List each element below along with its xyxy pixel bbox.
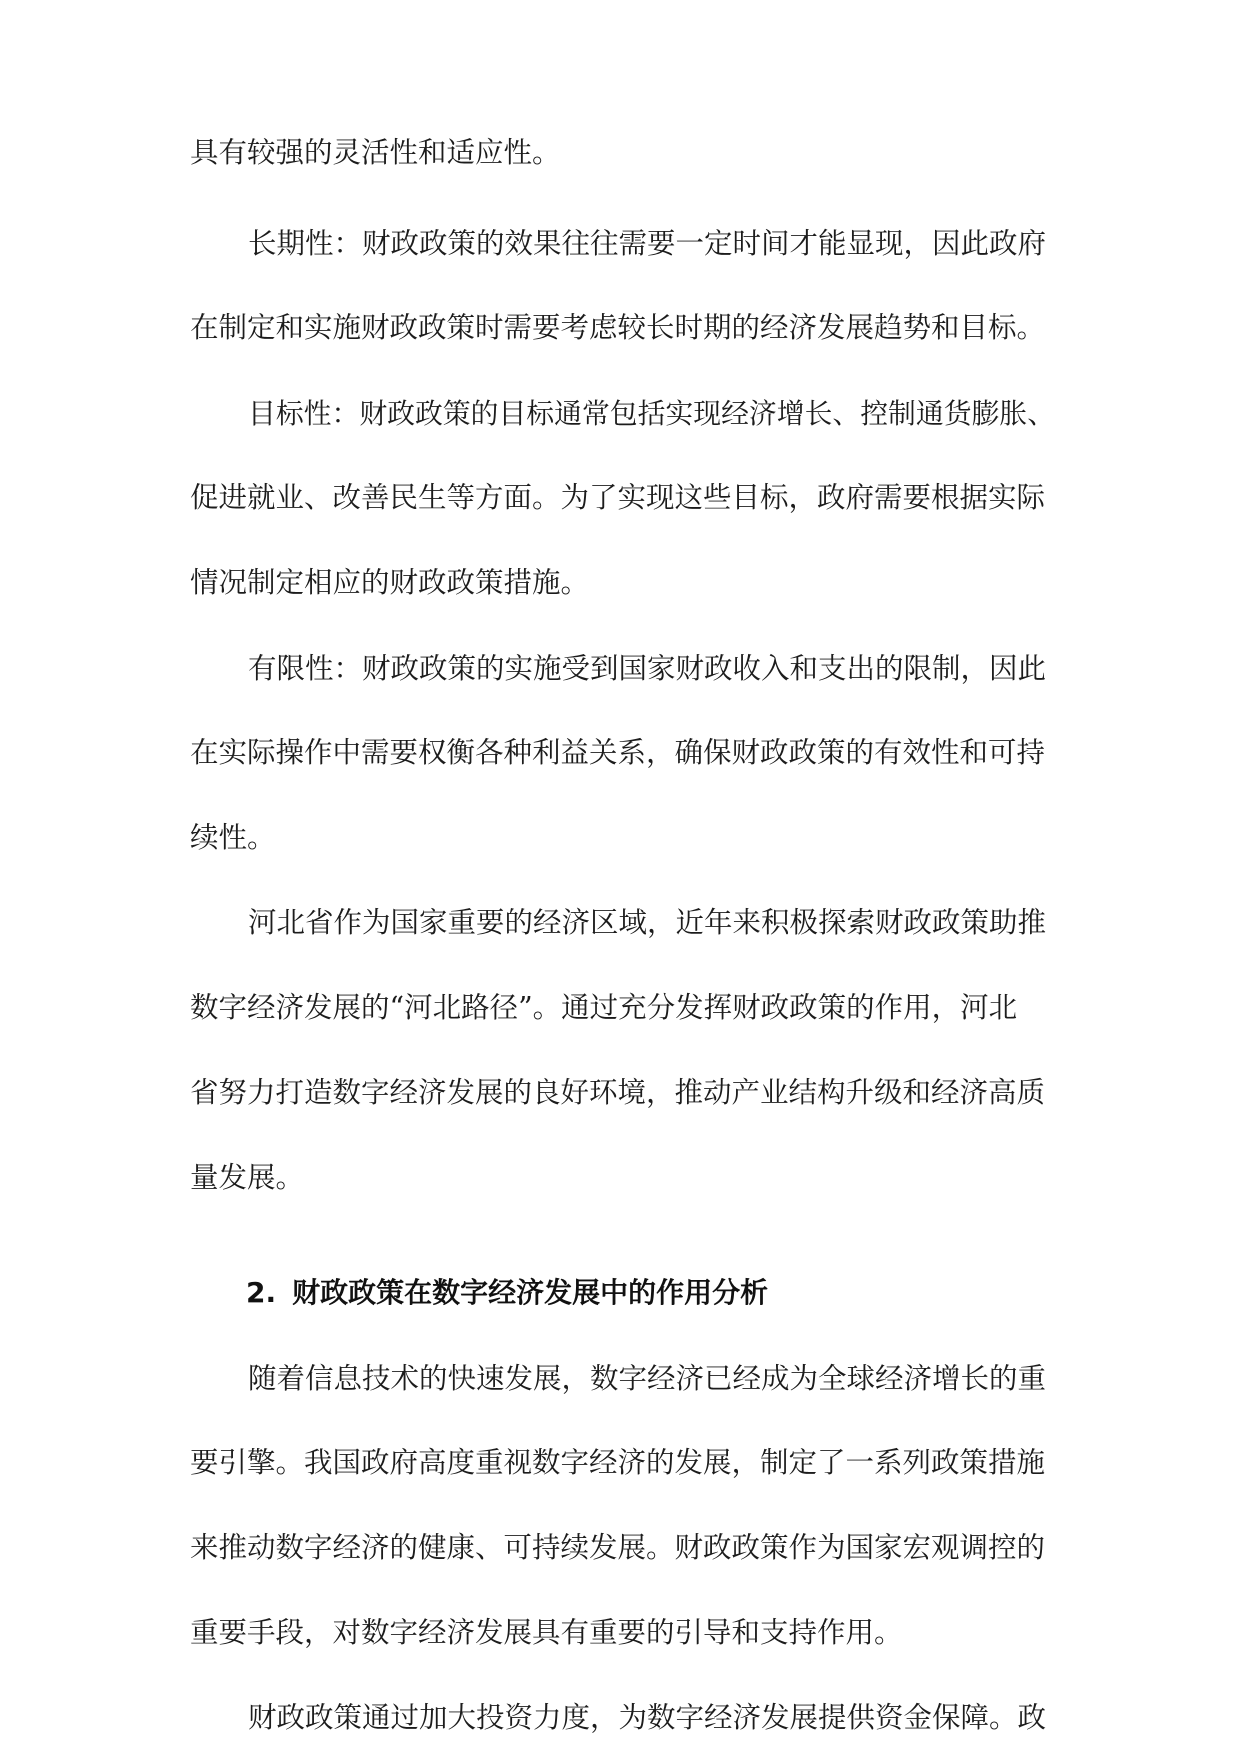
paragraph-line: 要引擎。我国政府高度重视数字经济的发展，制定了一系列政策措施 bbox=[190, 1446, 1046, 1479]
paragraph-line: 促进就业、改善民生等方面。为了实现这些目标，政府需要根据实际 bbox=[190, 481, 1046, 514]
paragraph-line: 有限性：财政政策的实施受到国家财政收入和支出的限制，因此 bbox=[248, 652, 1047, 685]
paragraph-line: 量发展。 bbox=[190, 1161, 305, 1194]
paragraph-line: 目标性：财政政策的目标通常包括实现经济增长、控制通货膨胀、 bbox=[248, 397, 1056, 430]
paragraph-line: 省努力打造数字经济发展的良好环境，推动产业结构升级和经济高质 bbox=[190, 1076, 1046, 1109]
paragraph-line: 河北省作为国家重要的经济区域，近年来积极探索财政政策助推 bbox=[248, 906, 1047, 939]
paragraph-line: 在实际操作中需要权衡各种利益关系，确保财政政策的有效性和可持 bbox=[190, 736, 1046, 769]
paragraph-line: 在制定和实施财政政策时需要考虑较长时期的经济发展趋势和目标。 bbox=[190, 311, 1046, 344]
paragraph-line: 财政政策通过加大投资力度，为数字经济发展提供资金保障。政 bbox=[248, 1701, 1047, 1734]
paragraph-line: 随着信息技术的快速发展，数字经济已经成为全球经济增长的重 bbox=[248, 1362, 1047, 1395]
paragraph-line: 情况制定相应的财政政策措施。 bbox=[190, 566, 590, 599]
paragraph-line: 长期性：财政政策的效果往往需要一定时间才能显现，因此政府 bbox=[248, 227, 1047, 260]
paragraph-line: 续性。 bbox=[190, 821, 276, 854]
section-title: 财政政策在数字经济发展中的作用分析 bbox=[292, 1276, 769, 1309]
paragraph-line: 具有较强的灵活性和适应性。 bbox=[190, 136, 561, 169]
section-number: 2. bbox=[246, 1276, 277, 1309]
section-heading bbox=[246, 1263, 1046, 1323]
paragraph-line: 重要手段，对数字经济发展具有重要的引导和支持作用。 bbox=[190, 1616, 903, 1649]
paragraph-line: 数字经济发展的“河北路径”。通过充分发挥财政政策的作用，河北 bbox=[190, 991, 1018, 1024]
paragraph-line: 来推动数字经济的健康、可持续发展。财政政策作为国家宏观调控的 bbox=[190, 1531, 1046, 1564]
